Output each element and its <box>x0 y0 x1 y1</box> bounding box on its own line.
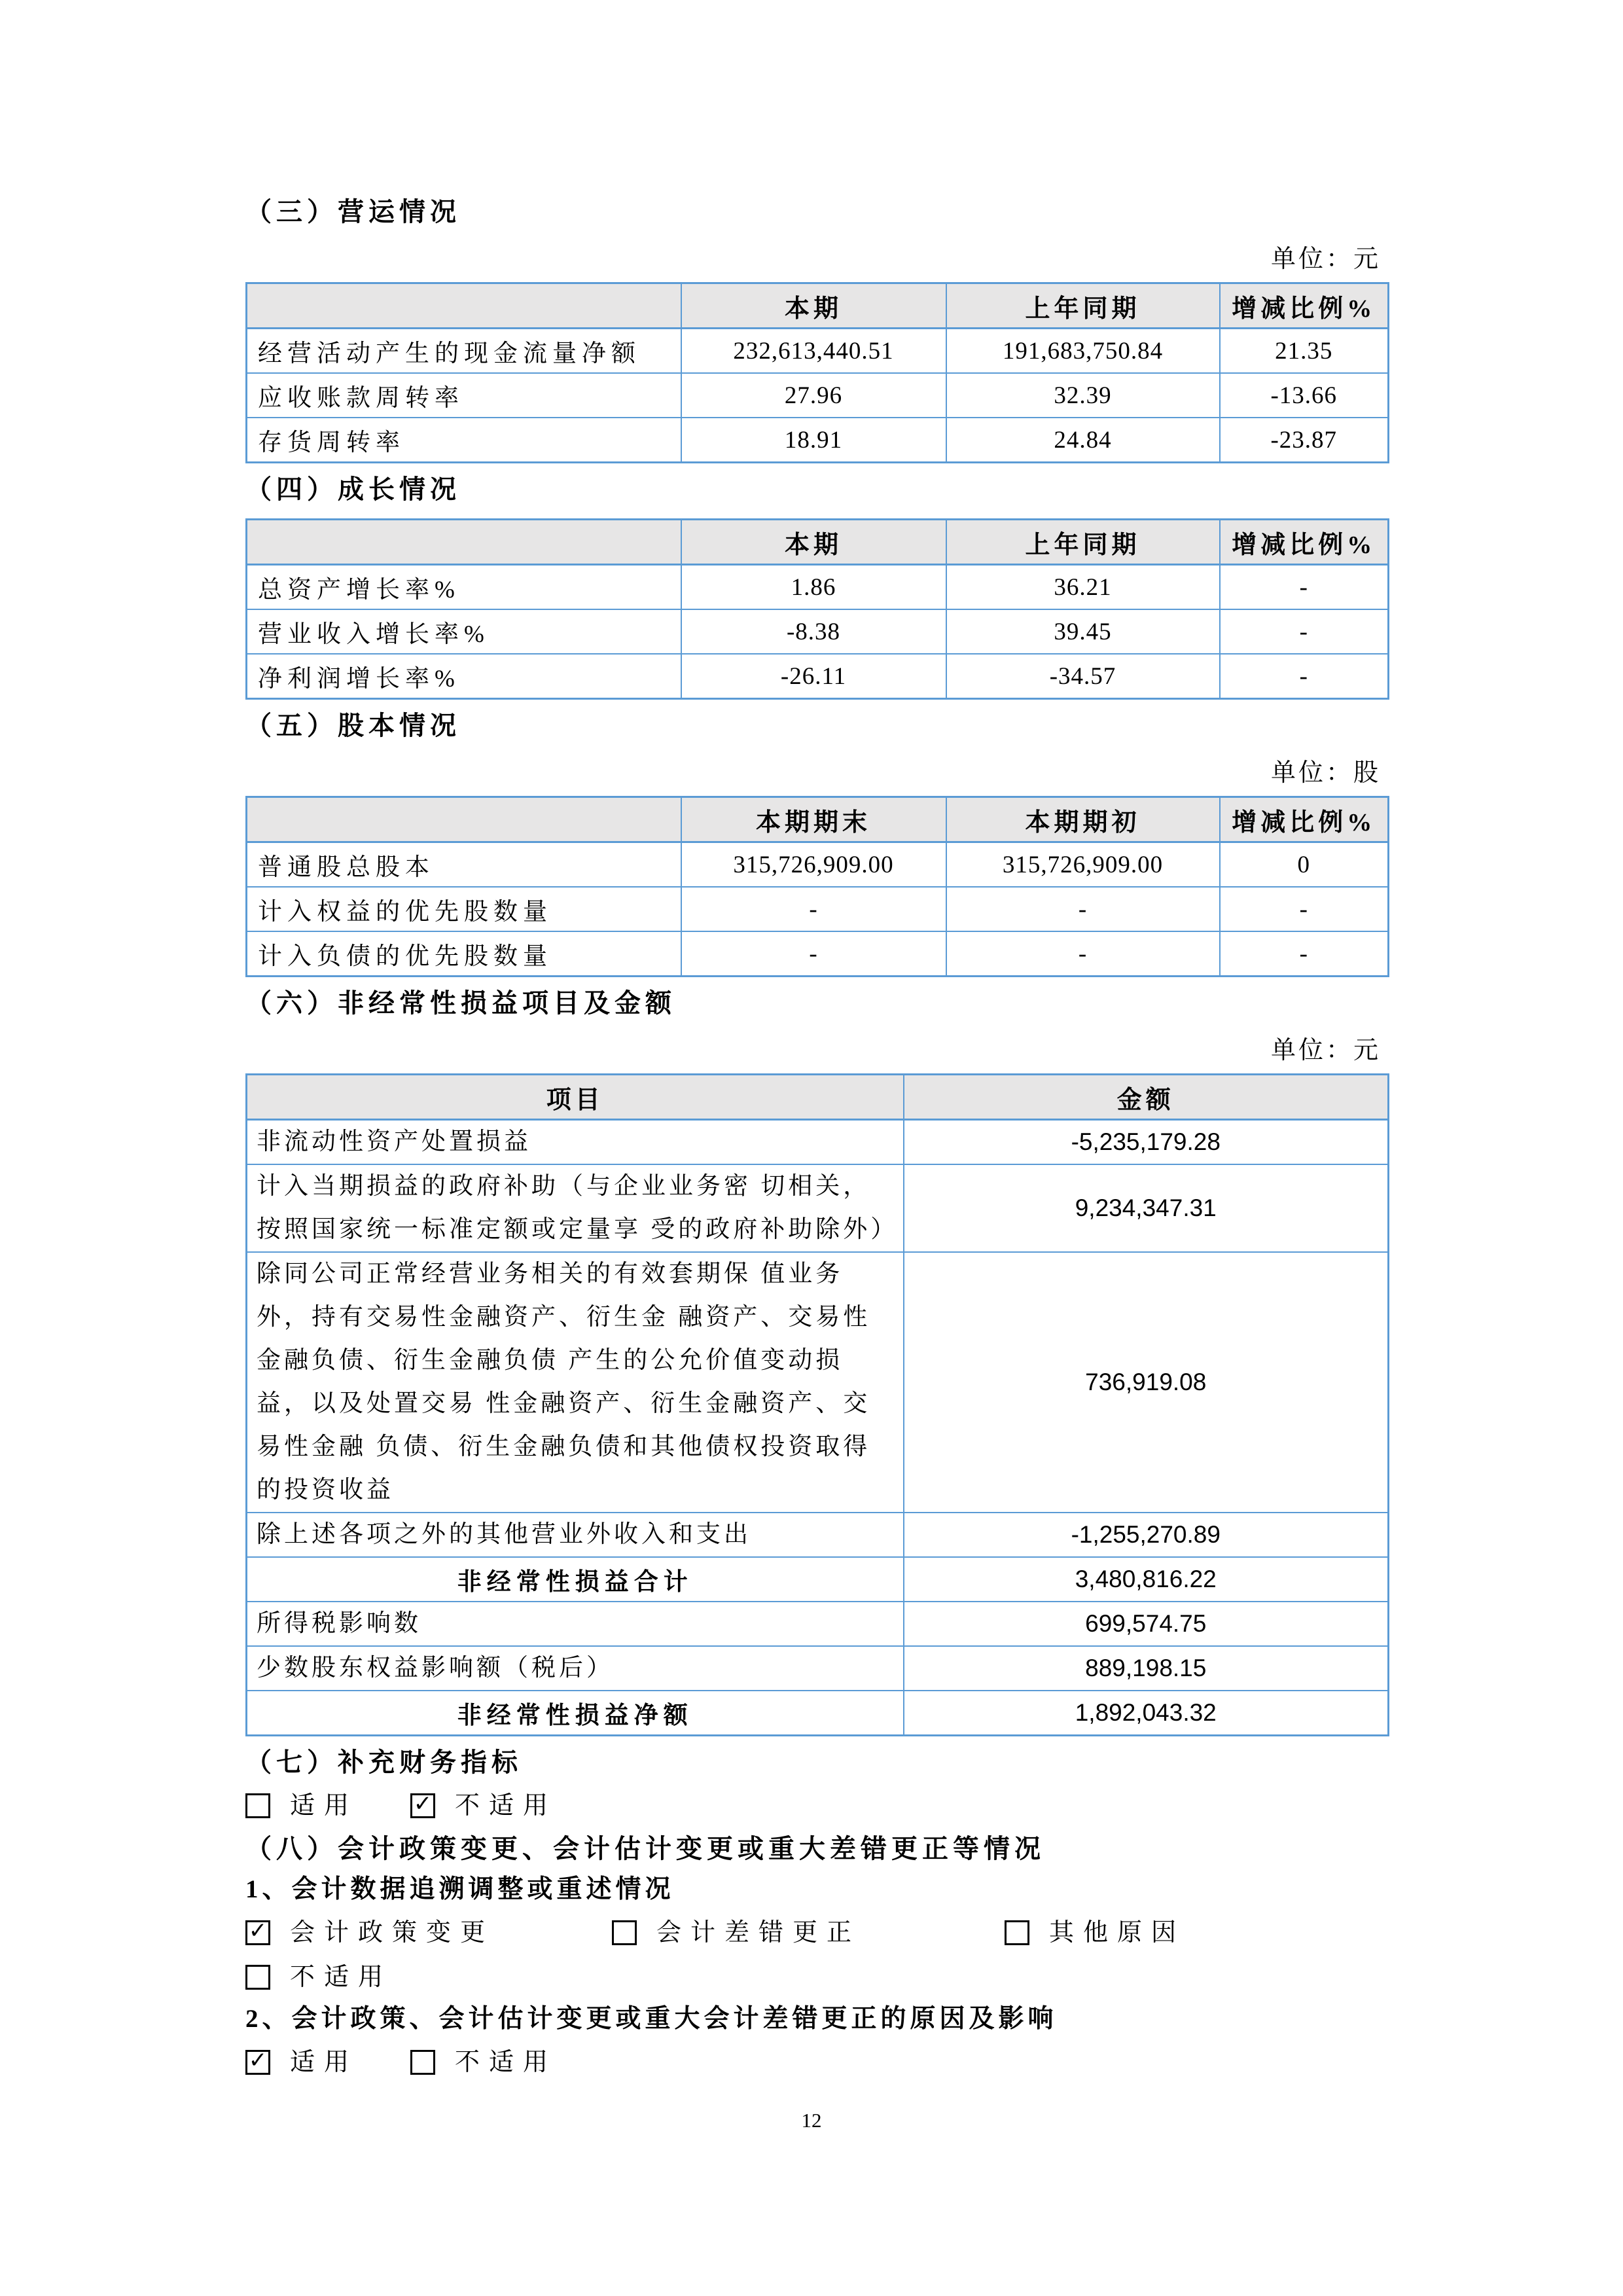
non-recurring-items-table <box>245 1073 1389 1736</box>
section-3-title: （三）营运情况 <box>245 197 461 226</box>
table-row <box>247 373 1389 418</box>
section-5-title: （五）股本情况 <box>245 711 461 740</box>
table-row <box>247 931 1389 977</box>
checkbox-accounting-policy-change-checked <box>245 1920 270 1945</box>
value-cell: 699,574.75 <box>904 1602 1389 1646</box>
table-row-total <box>247 1691 1389 1736</box>
checkbox-group <box>245 2047 410 2078</box>
value-cell: - <box>1220 565 1389 610</box>
checkbox-not-applicable-checked <box>410 1793 435 1818</box>
table-row <box>247 1252 1389 1513</box>
checkbox-applicable <box>245 1793 270 1818</box>
value-cell: -8.38 <box>681 609 946 654</box>
value-cell: -5,235,179.28 <box>904 1120 1389 1165</box>
unit-label-share: 单位：股 <box>1270 759 1381 787</box>
checkbox-group <box>410 2047 557 2078</box>
value-cell: - <box>1220 609 1389 654</box>
checkbox-group <box>245 1790 410 1821</box>
column-header-prior: 上年同期 <box>946 283 1220 329</box>
row-label: 除上述各项之外的其他营业外收入和支出 <box>247 1513 904 1557</box>
value-cell: - <box>946 887 1220 931</box>
column-header-change: 增减比例% <box>1220 283 1389 329</box>
value-cell: - <box>681 887 946 931</box>
column-header-current: 本期 <box>681 283 946 329</box>
table-row <box>247 565 1389 610</box>
value-cell: - <box>1220 887 1389 931</box>
row-label: 总资产增长率% <box>247 565 681 610</box>
value-cell: 32.39 <box>946 373 1220 418</box>
header-row <box>247 1075 1389 1120</box>
row-label: 非流动性资产处置损益 <box>247 1120 904 1165</box>
row-label: 计入当期损益的政府补助（与企业业务密 切相关，按照国家统一标准定额或定量享 受的政府补助除外） <box>247 1164 904 1252</box>
value-cell: 36.21 <box>946 565 1220 610</box>
row-label: 所得税影响数 <box>247 1602 904 1646</box>
checkbox-group <box>612 1917 1005 1948</box>
column-header-blank <box>247 520 681 565</box>
table-row <box>247 329 1389 374</box>
table-row <box>247 887 1389 931</box>
checkbox-label: 其他原因 <box>1049 1919 1186 1946</box>
checkbox-not-applicable <box>410 2050 435 2075</box>
table-row <box>247 418 1389 463</box>
checkbox-applicable-checked <box>245 2047 270 2075</box>
column-header-period-end: 本期期末 <box>681 797 946 842</box>
value-cell: - <box>1220 931 1389 977</box>
value-cell: 736,919.08 <box>904 1252 1389 1513</box>
row-label: 应收账款周转率 <box>247 373 681 418</box>
checkbox-label: 不适用 <box>455 2049 558 2076</box>
column-header-prior: 上年同期 <box>946 520 1220 565</box>
column-header-amount: 金额 <box>904 1075 1389 1120</box>
checkbox-other-reasons <box>1005 1920 1029 1945</box>
value-cell: - <box>946 931 1220 977</box>
page-number: 12 <box>801 2109 822 2132</box>
value-cell: -26.11 <box>681 654 946 699</box>
checkbox-label: 会计政策变更 <box>290 1919 495 1946</box>
column-header-item: 项目 <box>247 1075 904 1120</box>
checkbox-group <box>245 1962 392 1993</box>
value-cell: 24.84 <box>946 418 1220 463</box>
value-cell: -23.87 <box>1220 418 1389 463</box>
value-cell: -34.57 <box>946 654 1220 699</box>
value-cell: - <box>1220 654 1389 699</box>
table-row <box>247 609 1389 654</box>
check-mark: ✓ <box>248 2047 268 2073</box>
header-row <box>247 520 1389 565</box>
table-row <box>247 842 1389 888</box>
column-header-blank <box>247 797 681 842</box>
operations-table <box>245 282 1389 463</box>
checkbox-row-restatement <box>245 1916 1387 1950</box>
check-mark: ✓ <box>413 1791 433 1817</box>
row-label-total: 非经常性损益净额 <box>247 1691 904 1736</box>
row-label: 除同公司正常经营业务相关的有效套期保 值业务外，持有交易性金融资产、衍生金 融资产、交易性金融负债、衍生金融负债 产生的公允价值变动损益，以及处置交易 性金融资产、衍生金融资产、交易性金融 负债、衍生金融负债和其他债权投资取得的投资收益 <box>247 1252 904 1513</box>
row-label-total: 非经常性损益合计 <box>247 1557 904 1602</box>
value-cell: 39.45 <box>946 609 1220 654</box>
checkbox-row-reason-impact <box>245 2045 1387 2079</box>
column-header-change: 增减比例% <box>1220 520 1389 565</box>
subsection-1-title: 1、会计数据追溯调整或重述情况 <box>245 1875 675 1903</box>
value-cell: 232,613,440.51 <box>681 329 946 374</box>
value-cell: 0 <box>1220 842 1389 888</box>
value-cell: 191,683,750.84 <box>946 329 1220 374</box>
value-cell: 1,892,043.32 <box>904 1691 1389 1736</box>
value-cell: - <box>681 931 946 977</box>
value-cell: 18.91 <box>681 418 946 463</box>
checkbox-label: 适用 <box>290 1792 359 1820</box>
row-label: 营业收入增长率% <box>247 609 681 654</box>
value-cell: 1.86 <box>681 565 946 610</box>
page-content <box>245 196 1387 2079</box>
row-label: 净利润增长率% <box>247 654 681 699</box>
header-row <box>247 283 1389 329</box>
checkbox-not-applicable <box>245 1965 270 1990</box>
value-cell: 9,234,347.31 <box>904 1164 1389 1252</box>
check-mark: ✓ <box>248 1918 268 1944</box>
table-row <box>247 1646 1389 1691</box>
section-7-title: （七）补充财务指标 <box>245 1748 522 1777</box>
growth-table <box>245 518 1389 700</box>
share-capital-table <box>245 796 1389 977</box>
checkbox-group <box>1005 1917 1185 1948</box>
row-label: 经营活动产生的现金流量净额 <box>247 329 681 374</box>
value-cell: 315,726,909.00 <box>946 842 1220 888</box>
table-row <box>247 654 1389 699</box>
checkbox-row-not-applicable <box>245 1960 1387 1994</box>
column-header-change: 增减比例% <box>1220 797 1389 842</box>
value-cell: 315,726,909.00 <box>681 842 946 888</box>
checkbox-group <box>245 1917 612 1948</box>
value-cell: -13.66 <box>1220 373 1389 418</box>
checkbox-label: 会计差错更正 <box>656 1919 861 1946</box>
row-label: 少数股东权益影响额（税后） <box>247 1646 904 1691</box>
checkbox-accounting-error-correction <box>612 1920 637 1945</box>
column-header-current: 本期 <box>681 520 946 565</box>
checkbox-label: 不适用 <box>290 1964 393 1991</box>
header-row <box>247 797 1389 842</box>
table-row <box>247 1602 1389 1646</box>
value-cell: -1,255,270.89 <box>904 1513 1389 1557</box>
row-label: 计入负债的优先股数量 <box>247 931 681 977</box>
section-4-title: （四）成长情况 <box>245 475 461 504</box>
unit-label-yuan-2: 单位：元 <box>1270 1037 1381 1064</box>
checkbox-label: 适用 <box>290 2049 359 2076</box>
column-header-blank <box>247 283 681 329</box>
section-8-title: （八）会计政策变更、会计估计变更或重大差错更正等情况 <box>245 1834 1045 1863</box>
checkbox-group <box>410 1790 557 1821</box>
subsection-2-title: 2、会计政策、会计估计变更或重大会计差错更正的原因及影响 <box>245 2005 1058 2033</box>
value-cell: 21.35 <box>1220 329 1389 374</box>
table-row <box>247 1164 1389 1252</box>
checkbox-row-supplementary <box>245 1789 1387 1823</box>
row-label: 普通股总股本 <box>247 842 681 888</box>
row-label: 计入权益的优先股数量 <box>247 887 681 931</box>
row-label: 存货周转率 <box>247 418 681 463</box>
unit-label-yuan-1: 单位：元 <box>1270 245 1381 273</box>
value-cell: 27.96 <box>681 373 946 418</box>
checkbox-label: 不适用 <box>455 1792 558 1820</box>
column-header-period-begin: 本期期初 <box>946 797 1220 842</box>
table-row <box>247 1120 1389 1165</box>
table-row-total <box>247 1557 1389 1602</box>
value-cell: 889,198.15 <box>904 1646 1389 1691</box>
table-row <box>247 1513 1389 1557</box>
value-cell: 3,480,816.22 <box>904 1557 1389 1602</box>
section-6-title: （六）非经常性损益项目及金额 <box>245 988 676 1018</box>
